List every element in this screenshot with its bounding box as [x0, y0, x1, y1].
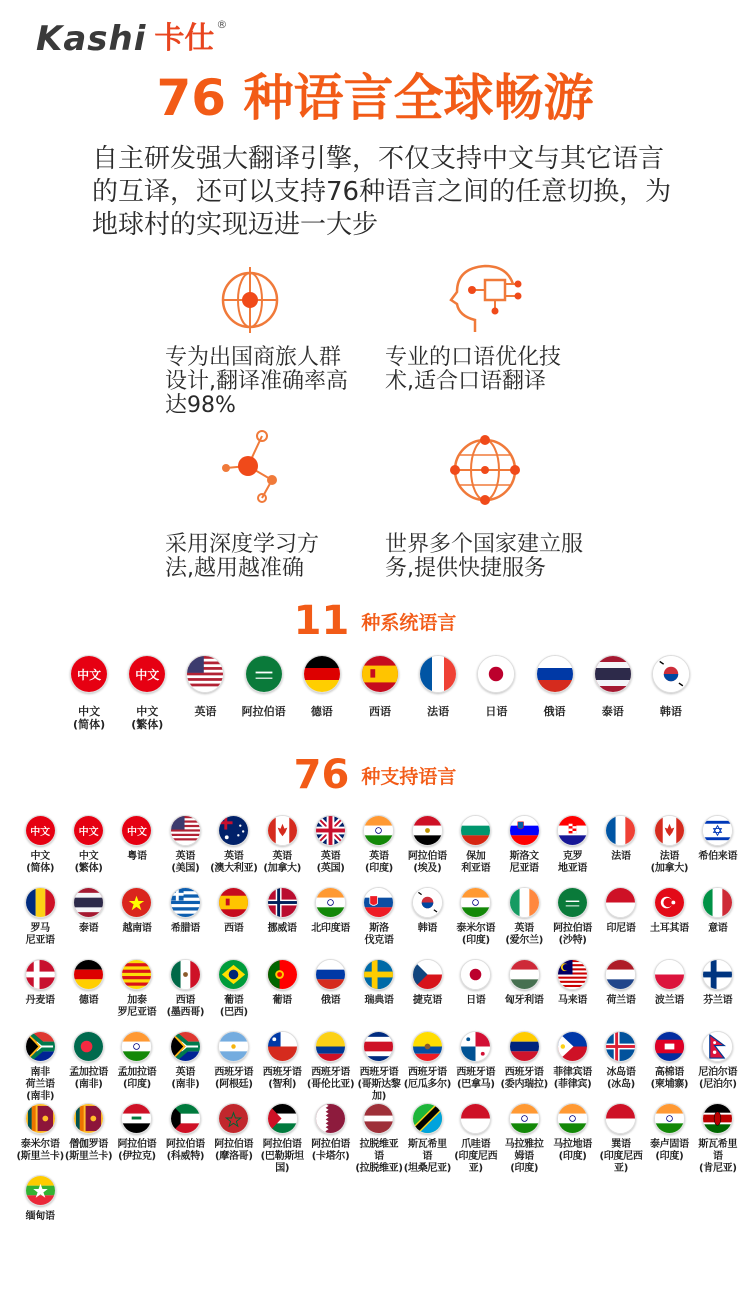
language-item	[597, 959, 645, 1031]
flag-in-icon	[654, 1103, 685, 1134]
language-item	[355, 1031, 403, 1103]
flag-gb-icon	[315, 815, 346, 846]
brand-logo	[36, 18, 227, 58]
flag-in-icon	[509, 1103, 540, 1134]
language-name: 土耳其语	[649, 923, 689, 934]
language-name: 西语	[224, 923, 244, 934]
language-item	[597, 1031, 645, 1103]
language-name: 巽语 (印度尼西亚)	[599, 1139, 643, 1174]
language-name: 泰米尔语 (斯里兰卡)	[16, 1139, 64, 1162]
language-item	[64, 1103, 112, 1175]
language-name: 阿拉伯语 (沙特)	[553, 923, 592, 946]
flag-fi-icon	[702, 959, 733, 990]
language-item	[306, 815, 354, 887]
language-name: 斯洛文 尼亚语	[509, 851, 539, 874]
language-item	[161, 1103, 209, 1175]
language-item	[113, 959, 161, 1031]
language-name: 荷兰语	[606, 995, 636, 1006]
language-name: 西班牙语 (委内瑞拉)	[500, 1067, 548, 1090]
flag-ca-icon	[267, 815, 298, 846]
language-item	[694, 815, 742, 887]
language-item	[452, 1031, 500, 1103]
language-name: 斯瓦希里语 (肯尼亚)	[698, 1139, 738, 1174]
flag-pl-icon	[654, 959, 685, 990]
flag-ke-icon	[702, 1103, 733, 1134]
language-name: 斯瓦希里语 (坦桑尼亚)	[403, 1139, 452, 1174]
language-name: 西班牙语 (智利)	[262, 1067, 302, 1090]
flag-ps-icon	[267, 1103, 298, 1134]
flag-sa-icon	[245, 655, 283, 693]
language-item	[548, 815, 596, 887]
flag-ca-icon	[654, 815, 685, 846]
language-name: 西班牙语 (巴拿马)	[456, 1067, 496, 1090]
language-name: 丹麦语	[25, 995, 55, 1006]
language-name: 中文 (简体)	[26, 851, 55, 874]
language-item	[597, 887, 645, 959]
language-name: 西语 (墨西哥)	[166, 995, 205, 1018]
language-name: 马拉雅拉姆语 (印度)	[504, 1139, 544, 1174]
language-name: 韩语	[417, 923, 438, 934]
language-item	[452, 1103, 500, 1175]
language-name: 菲律宾语 (菲律宾)	[553, 1067, 592, 1090]
language-item	[16, 815, 64, 887]
system-languages-title	[0, 598, 750, 644]
language-item	[113, 815, 161, 887]
language-item	[351, 655, 409, 731]
language-name: 西班牙语 (哥斯达黎加)	[357, 1067, 401, 1102]
language-item	[500, 887, 548, 959]
flag-kr-icon	[652, 655, 690, 693]
system-languages-grid	[60, 655, 700, 731]
flag-au-icon	[218, 815, 249, 846]
language-item	[64, 1031, 112, 1103]
language-item	[645, 959, 693, 1031]
language-name: 日语	[466, 995, 486, 1006]
flag-kw-icon	[170, 1103, 201, 1134]
language-item	[355, 815, 403, 887]
language-name: 罗马 尼亚语	[25, 923, 55, 946]
language-item	[161, 959, 209, 1031]
language-name: 中文 (繁体)	[131, 705, 164, 731]
language-item	[355, 1103, 403, 1175]
flag-hr-icon	[557, 815, 588, 846]
flag-tr-icon	[654, 887, 685, 918]
flag-ve-icon	[509, 1031, 540, 1062]
language-item	[113, 887, 161, 959]
language-name: 英语	[194, 705, 217, 718]
flag-hu-icon	[509, 959, 540, 990]
language-name: 泰卢固语 (印度)	[649, 1139, 689, 1162]
flag-iq-icon	[121, 1103, 152, 1134]
language-item	[64, 815, 112, 887]
language-item	[355, 959, 403, 1031]
language-name: 俄语	[320, 995, 341, 1006]
language-item	[235, 655, 293, 731]
language-item	[210, 815, 258, 887]
flag-dk-icon	[25, 959, 56, 990]
flag-zh-icon	[25, 815, 56, 846]
flag-ru-icon	[536, 655, 574, 693]
language-item	[452, 959, 500, 1031]
flag-jp-icon	[460, 959, 491, 990]
language-name: 北印度语	[311, 923, 350, 934]
language-name: 葡语 (巴西)	[219, 995, 248, 1018]
language-item	[16, 1031, 64, 1103]
flag-lv-icon	[363, 1103, 394, 1134]
language-name: 匈牙利语	[504, 995, 544, 1006]
language-item	[694, 959, 742, 1031]
language-name: 僧伽罗语 (斯里兰卡)	[64, 1139, 113, 1162]
flag-de-icon	[73, 959, 104, 990]
logo-cn: 卡仕	[154, 21, 215, 56]
language-name: 阿拉伯语	[241, 705, 286, 718]
flag-si-icon	[509, 815, 540, 846]
flag-us-icon	[170, 815, 201, 846]
feature-text-1: 专为出国商旅人群设计,翻译准确率高达98%	[165, 345, 348, 418]
flag-pa-icon	[460, 1031, 491, 1062]
flag-cz-icon	[412, 959, 443, 990]
flag-es-icon	[361, 655, 399, 693]
language-name: 英语 (美国)	[171, 851, 200, 874]
language-name: 加泰 罗尼亚语	[117, 995, 157, 1018]
language-item	[597, 815, 645, 887]
language-name: 韩语	[659, 705, 682, 718]
registered-mark: ®	[216, 18, 228, 31]
neural-network-icon	[218, 428, 290, 504]
language-name: 印尼语	[606, 923, 636, 934]
language-name: 阿拉伯语 (卡塔尔)	[311, 1139, 350, 1162]
language-item	[210, 959, 258, 1031]
language-name: 英语 (爱尔兰)	[505, 923, 544, 946]
flag-kh-icon	[654, 1031, 685, 1062]
flag-ie-icon	[509, 887, 540, 918]
language-item	[403, 1103, 451, 1175]
language-name: 英语 (澳大利亚)	[210, 851, 258, 874]
intro-paragraph: 自主研发强大翻译引擎，不仅支持中文与其它语言的互译，还可以支持76种语言之间的任意切换，为地球村的实现迈进一大步	[92, 144, 672, 240]
feature-text-2: 专业的口语优化技术,适合口语翻译	[385, 345, 562, 394]
language-item	[113, 1031, 161, 1103]
language-name: 克罗 地亚语	[558, 851, 588, 874]
language-item	[64, 959, 112, 1031]
flag-bd-icon	[73, 1031, 104, 1062]
system-languages-count: 11	[293, 598, 350, 644]
flag-eg-icon	[412, 815, 443, 846]
language-item	[694, 1103, 742, 1175]
flag-fr-icon	[419, 655, 457, 693]
supported-languages-title	[0, 752, 750, 798]
flag-nl-icon	[605, 959, 636, 990]
flag-mx-icon	[170, 959, 201, 990]
language-item	[258, 1103, 306, 1175]
language-name: 法语	[427, 705, 450, 718]
flag-in-icon	[460, 887, 491, 918]
language-name: 泰语	[601, 705, 624, 718]
language-item	[64, 887, 112, 959]
language-item	[306, 1103, 354, 1175]
flag-ru-icon	[315, 959, 346, 990]
flag-ec-icon	[412, 1031, 443, 1062]
language-name: 粤语	[127, 851, 147, 862]
language-name: 马来语	[558, 995, 588, 1006]
language-name: 希伯来语	[698, 851, 738, 862]
flag-es-icon	[218, 887, 249, 918]
flag-np-icon	[702, 1031, 733, 1062]
language-item	[584, 655, 642, 731]
flag-qa-icon	[315, 1103, 346, 1134]
language-name: 越南语	[122, 923, 152, 934]
flag-th-icon	[594, 655, 632, 693]
language-item	[525, 655, 583, 731]
language-item	[467, 655, 525, 731]
flag-in-icon	[363, 815, 394, 846]
flag-th-icon	[73, 887, 104, 918]
language-name: 英语 (南非)	[171, 1067, 200, 1090]
language-name: 德语	[78, 995, 99, 1006]
language-name: 孟加拉语 (印度)	[117, 1067, 157, 1090]
language-name: 捷克语	[412, 995, 442, 1006]
flag-text: 中文	[126, 827, 147, 838]
flag-kr-icon	[412, 887, 443, 918]
language-name: 挪威语	[267, 923, 297, 934]
language-name: 瑞典语	[364, 995, 394, 1006]
language-name: 日语	[485, 705, 508, 718]
language-item	[694, 887, 742, 959]
flag-it-icon	[702, 887, 733, 918]
language-item	[548, 1103, 596, 1175]
language-item	[16, 959, 64, 1031]
language-name: 孟加拉语 (南非)	[69, 1067, 108, 1090]
head-circuit-icon	[445, 262, 525, 334]
flag-ma-icon	[218, 1103, 249, 1134]
language-item	[548, 887, 596, 959]
language-item	[403, 1031, 451, 1103]
language-name: 葡语	[272, 995, 292, 1006]
flag-fr-icon	[605, 815, 636, 846]
language-name: 法语	[611, 851, 631, 862]
language-item	[409, 655, 467, 731]
language-item	[694, 1031, 742, 1103]
flag-text: 中文	[135, 667, 160, 682]
flag-text: 中文	[30, 827, 51, 838]
flag-lk-icon	[73, 1103, 104, 1134]
globe-target-icon	[215, 265, 285, 335]
language-name: 中文 (繁体)	[74, 851, 103, 874]
system-languages-label: 种系统语言	[361, 611, 457, 634]
language-item	[645, 1031, 693, 1103]
language-name: 中文 (简体)	[73, 705, 106, 731]
flag-za-icon	[25, 1031, 56, 1062]
flag-bg-icon	[460, 815, 491, 846]
language-name: 波兰语	[654, 995, 684, 1006]
language-item	[500, 1103, 548, 1175]
language-item	[403, 959, 451, 1031]
language-item	[355, 887, 403, 959]
supported-languages-grid	[16, 815, 742, 1247]
logo-text: Kashi	[36, 19, 147, 59]
language-item	[258, 1031, 306, 1103]
language-item	[258, 959, 306, 1031]
language-item	[548, 959, 596, 1031]
language-item	[16, 1103, 64, 1175]
language-item	[210, 1031, 258, 1103]
language-item	[161, 887, 209, 959]
language-item	[403, 815, 451, 887]
language-name: 冰岛语 (冰岛)	[606, 1067, 636, 1090]
supported-languages-count: 76	[293, 752, 350, 798]
language-name: 芬兰语	[703, 995, 733, 1006]
supported-languages-label: 种支持语言	[361, 765, 457, 788]
flag-zh-icon	[70, 655, 108, 693]
flag-no-icon	[267, 887, 298, 918]
language-name: 阿拉伯语 (科威特)	[165, 1139, 205, 1162]
language-item	[548, 1031, 596, 1103]
language-name: 英语 (加拿大)	[263, 851, 302, 874]
flag-ph-icon	[557, 1031, 588, 1062]
page-title: 76 种语言全球畅游	[156, 69, 594, 127]
language-item	[161, 1031, 209, 1103]
flag-de-icon	[303, 655, 341, 693]
flag-us-icon	[186, 655, 224, 693]
flag-jp-icon	[477, 655, 515, 693]
flag-id-icon	[605, 887, 636, 918]
flag-tz-icon	[412, 1103, 443, 1134]
language-item	[403, 887, 451, 959]
language-name: 希腊语	[170, 923, 200, 934]
language-item	[645, 1103, 693, 1175]
language-name: 俄语	[543, 705, 566, 718]
language-item	[16, 1175, 64, 1247]
language-item	[210, 1103, 258, 1175]
language-name: 尼泊尔语 (尼泊尔)	[698, 1067, 738, 1090]
flag-my-icon	[557, 959, 588, 990]
language-name: 西语	[368, 705, 391, 718]
language-item	[645, 815, 693, 887]
language-name: 阿拉伯语 (伊拉克)	[117, 1139, 157, 1162]
language-item	[500, 1031, 548, 1103]
language-name: 阿拉伯语 (巴勒斯坦国)	[260, 1139, 304, 1174]
language-item	[161, 815, 209, 887]
flag-zh-icon	[121, 815, 152, 846]
language-name: 南非 荷兰语 (南非)	[25, 1067, 55, 1102]
language-item	[306, 959, 354, 1031]
language-name: 马拉地语 (印度)	[553, 1139, 592, 1162]
flag-sk-icon	[363, 887, 394, 918]
language-name: 泰语	[78, 923, 99, 934]
flag-cat-icon	[121, 959, 152, 990]
flag-in-icon	[121, 1031, 152, 1062]
flag-zh-icon	[128, 655, 166, 693]
flag-in-icon	[557, 1103, 588, 1134]
language-item	[452, 887, 500, 959]
language-name: 保加 利亚语	[461, 851, 491, 874]
language-item	[306, 1031, 354, 1103]
flag-in-icon	[315, 887, 346, 918]
language-item	[113, 1103, 161, 1175]
language-item	[16, 887, 64, 959]
language-item	[642, 655, 700, 731]
language-item	[258, 815, 306, 887]
flag-co-icon	[315, 1031, 346, 1062]
language-name: 泰米尔语 (印度)	[456, 923, 496, 946]
flag-id-icon	[605, 1103, 636, 1134]
flag-cl-icon	[267, 1031, 298, 1062]
language-item	[293, 655, 351, 731]
language-item	[258, 887, 306, 959]
language-name: 意语	[708, 923, 728, 934]
language-name: 爪哇语 (印度尼西亚)	[454, 1139, 498, 1174]
language-name: 阿拉伯语 (埃及)	[407, 851, 447, 874]
feature-text-4: 世界多个国家建立服务,提供快捷服务	[385, 532, 584, 581]
language-item	[118, 655, 176, 731]
flag-text: 中文	[78, 827, 99, 838]
flag-id-icon	[460, 1103, 491, 1134]
flag-gr-icon	[170, 887, 201, 918]
language-item	[500, 959, 548, 1031]
language-item	[210, 887, 258, 959]
flag-is-icon	[605, 1031, 636, 1062]
flag-pt-icon	[267, 959, 298, 990]
language-item	[645, 887, 693, 959]
language-item	[176, 655, 234, 731]
flag-ro-icon	[25, 887, 56, 918]
language-name: 缅甸语	[25, 1211, 55, 1222]
language-name: 英语 (印度)	[365, 851, 393, 874]
language-item	[597, 1103, 645, 1175]
flag-ar-icon	[218, 1031, 249, 1062]
flag-br-icon	[218, 959, 249, 990]
flag-text: 中文	[77, 667, 102, 682]
flag-zh-icon	[73, 815, 104, 846]
language-name: 西班牙语 (阿根廷)	[214, 1067, 254, 1090]
language-item	[306, 887, 354, 959]
feature-text-3: 采用深度学习方法,越用越准确	[165, 532, 320, 581]
language-name: 拉脱维亚语 (拉脱维亚)	[355, 1139, 403, 1174]
flag-za-icon	[170, 1031, 201, 1062]
language-name: 西班牙语 (哥伦比亚)	[306, 1067, 355, 1090]
network-globe-icon	[445, 430, 525, 510]
flag-mm-icon	[25, 1175, 56, 1206]
language-name: 阿拉伯语 (摩洛哥)	[214, 1139, 254, 1162]
language-item	[452, 815, 500, 887]
flag-vn-icon	[121, 887, 152, 918]
flag-cr-icon	[363, 1031, 394, 1062]
language-item	[500, 815, 548, 887]
language-name: 英语 (英国)	[316, 851, 345, 874]
flag-lk-icon	[25, 1103, 56, 1134]
language-name: 西班牙语 (厄瓜多尔)	[403, 1067, 452, 1090]
language-name: 高棉语 (柬埔寨)	[650, 1067, 689, 1090]
language-item	[60, 655, 118, 731]
language-name: 德语	[310, 705, 333, 718]
language-name: 斯洛 伐克语	[364, 923, 394, 946]
flag-il-icon	[702, 815, 733, 846]
language-name: 法语 (加拿大)	[650, 851, 689, 874]
flag-se-icon	[363, 959, 394, 990]
flag-sa-icon	[557, 887, 588, 918]
